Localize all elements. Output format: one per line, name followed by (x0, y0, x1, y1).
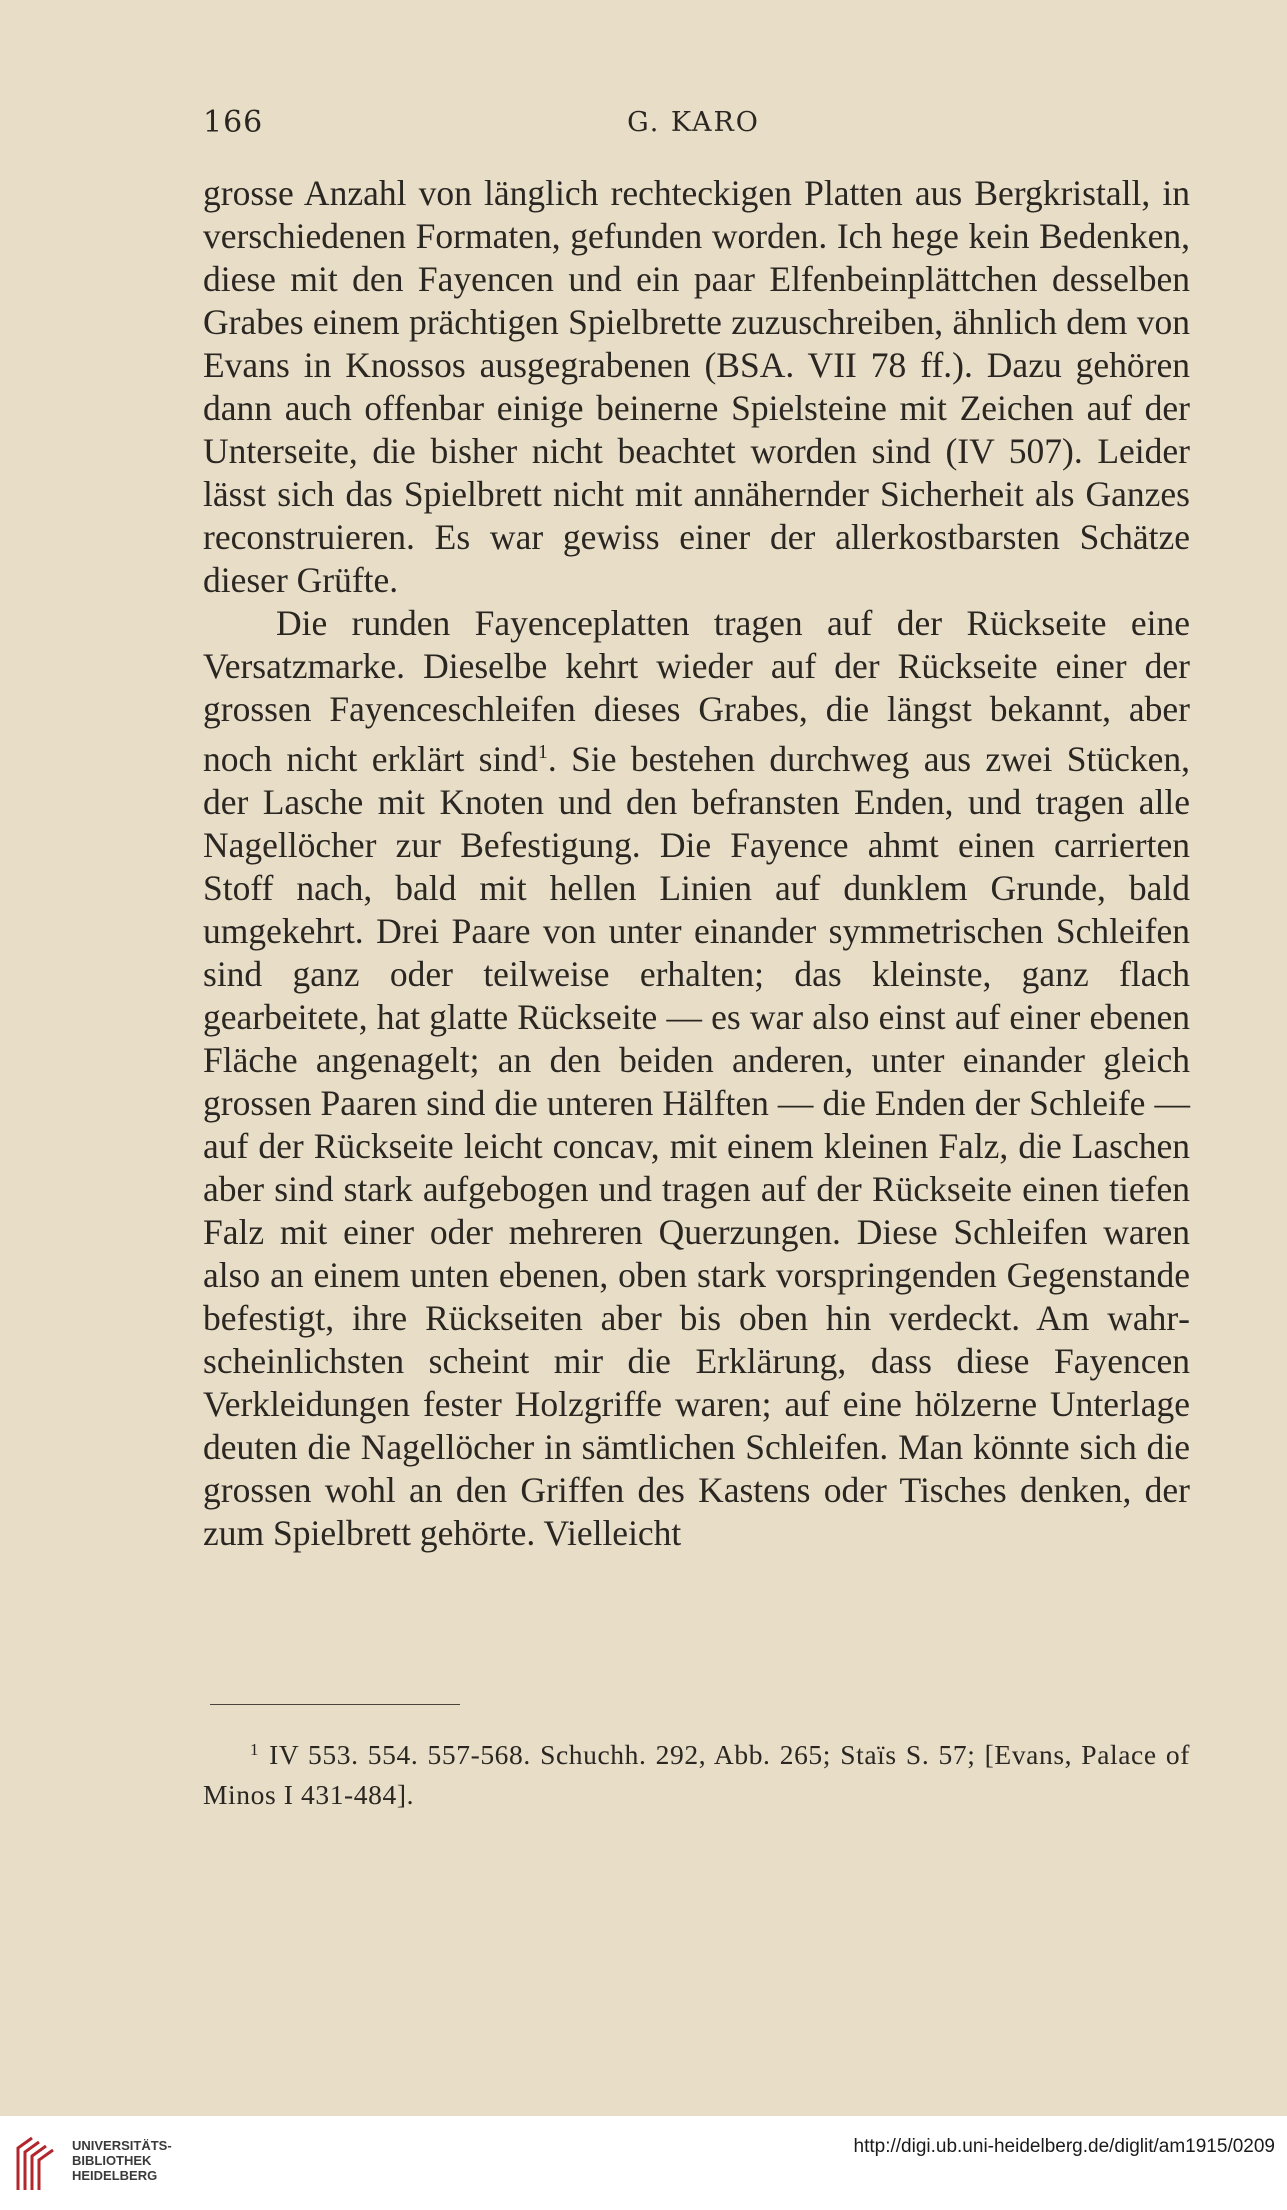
footnote-reference[interactable]: 1 (537, 741, 548, 763)
footnote-ref-period: . (547, 738, 557, 779)
page-number: 166 (203, 105, 264, 140)
library-line-1: UNIVERSITÄTS- (72, 2138, 172, 2153)
library-line-3: HEIDELBERG (72, 2168, 158, 2183)
footnote-number: 1 (250, 1740, 260, 1759)
body-text (203, 172, 1190, 1555)
paragraph-2-text-b: Sie bestehen durchweg aus zwei Stücken, der Lasche mit Knoten und den befransten Enden, und tragen alle Nagellöcher zur Befestigung. Die Fayence ahmt einen carrierten Stoff nach, bald mit hellen Linien auf dunklem Grunde, bald umgekehrt. Drei Paare von unter einander symmetrischen Schleifen sind ganz oder teilweise erhalten; das kleinste, ganz flach gearbeitete, hat glatte Rückseite — es war also einst auf einer ebenen Fläche angenagelt; an den beiden anderen, unter einander gleich grossen Paaren sind die unteren Hälften — die Enden der Schleife — auf der Rückseite leicht concav, mit einem kleinen Falz, die Laschen aber sind stark aufgebogen und tragen auf der Rückseite einen tiefen Falz mit einer oder mehreren Querzungen. Diese Schleifen waren also an einem unten ebenen, oben stark vorspringenden Gegenstande befestigt, ihre Rückseiten aber bis oben hin verdeckt. Am wahrscheinlichsten scheint mir die Erklärung, dass diese Fayencen Verkleidungen fester Holzgriffe waren; auf eine hölzerne Unterlage deuten die Nagellöcher in sämtlichen Schleifen. Man könnte sich die grossen wohl an den Griffen des Kastens oder Tisches denken, der zum Spielbrett gehörte. Vielleicht (203, 738, 1190, 1553)
permalink-url[interactable]: http://digi.ub.uni-heidelberg.de/diglit/am1915/0209 (853, 2136, 1275, 2157)
library-logo-icon (14, 2134, 62, 2194)
footnote-text: IV 553. 554. 557-568. Schuchh. 292, Abb. 265; Staïs S. 57; [Evans, Palace of Minos I 431-484]. (203, 1739, 1190, 1810)
paragraph-1: grosse Anzahl von länglich rechteckigen Platten aus Bergkristall, in verschiedenen Formaten, gefunden worden. Ich hege kein Bedenken, diese mit den Fayencen und ein paar Elfenbeinplättchen desselben Grabes einem prächtigen Spielbrette zuzuschreiben, ähnlich dem von Evans in Knossos ausgegrabenen (BSA. VII 78 ff.). Dazu gehören dann auch offenbar einige beinerne Spielsteine mit Zeichen auf der Unterseite, die bisher nicht beachtet worden sind (IV 507). Leider lässt sich das Spielbrett nicht mit annähernder Sicherheit als Ganzes reconstruieren. Es war gewiss einer der allerkostbarsten Schätze dieser Grüfte. (203, 173, 1190, 600)
footnote-divider (210, 1704, 460, 1705)
library-name (72, 2138, 172, 2183)
footnote (203, 1730, 1190, 1815)
page-header (203, 105, 1184, 145)
paragraph-2-text-a: Die runden Fayenceplatten tragen auf der Rückseite eine Versatzmarke. Dieselbe kehrt wieder auf der Rückseite einer der grossen Fayenceschleifen dieses Grabes, die längst bekannt, aber noch nicht erklärt sind (203, 603, 1190, 779)
running-head: G. KARO (627, 107, 760, 138)
library-line-2: BIBLIOTHEK (72, 2153, 152, 2168)
footer-bar (0, 2116, 1287, 2210)
paragraph-2 (203, 602, 1190, 1555)
